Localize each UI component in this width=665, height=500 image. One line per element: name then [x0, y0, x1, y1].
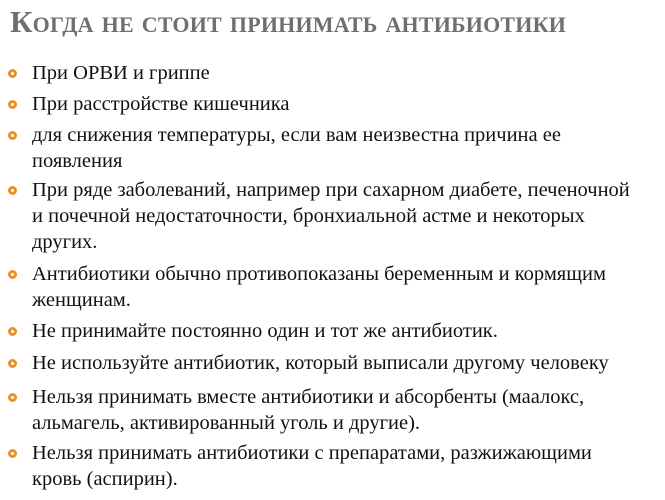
list-item: [0, 261, 665, 313]
list-item: [0, 177, 665, 255]
list-item: [0, 91, 665, 117]
list-item: [0, 60, 665, 86]
bullet-text: Не используйте антибиотик, который выписали другому человеку: [32, 352, 609, 374]
list-item: [0, 350, 665, 376]
bullet-text: Антибиотики обычно противопоказаны беременным и кормящим женщинам.: [32, 263, 606, 311]
bullet-text: При расстройстве кишечника: [32, 93, 290, 115]
page-title: Когда не стоит принимать антибиотики: [10, 4, 567, 39]
list-item: [0, 318, 665, 344]
orange-ring-bullet-icon: [8, 359, 17, 368]
orange-ring-bullet-icon: [8, 393, 17, 402]
list-item: [0, 122, 665, 174]
list-item: [0, 440, 665, 492]
orange-ring-bullet-icon: [8, 270, 17, 279]
bullet-text: Не принимайте постоянно один и тот же антибиотик.: [32, 320, 498, 342]
bullet-text: При ОРВИ и гриппе: [32, 62, 210, 84]
orange-ring-bullet-icon: [8, 449, 17, 458]
orange-ring-bullet-icon: [8, 327, 17, 336]
orange-ring-bullet-icon: [8, 100, 17, 109]
list-item: [0, 384, 665, 436]
bullet-text: Нельзя принимать вместе антибиотики и абсорбенты (маалокс, альмагель, активированный уголь и другие).: [32, 386, 585, 434]
bullet-text: При ряде заболеваний, например при сахарном диабете, печеночной и почечной недостаточности, бронхиальной астме и некоторых других.: [32, 179, 630, 253]
orange-ring-bullet-icon: [8, 186, 17, 195]
orange-ring-bullet-icon: [8, 69, 17, 78]
bullet-text: для снижения температуры, если вам неизвестна причина ее появления: [32, 124, 561, 172]
orange-ring-bullet-icon: [8, 131, 17, 140]
bullet-text: Нельзя принимать антибиотики с препаратами, разжижающими кровь (аспирин).: [32, 442, 592, 490]
